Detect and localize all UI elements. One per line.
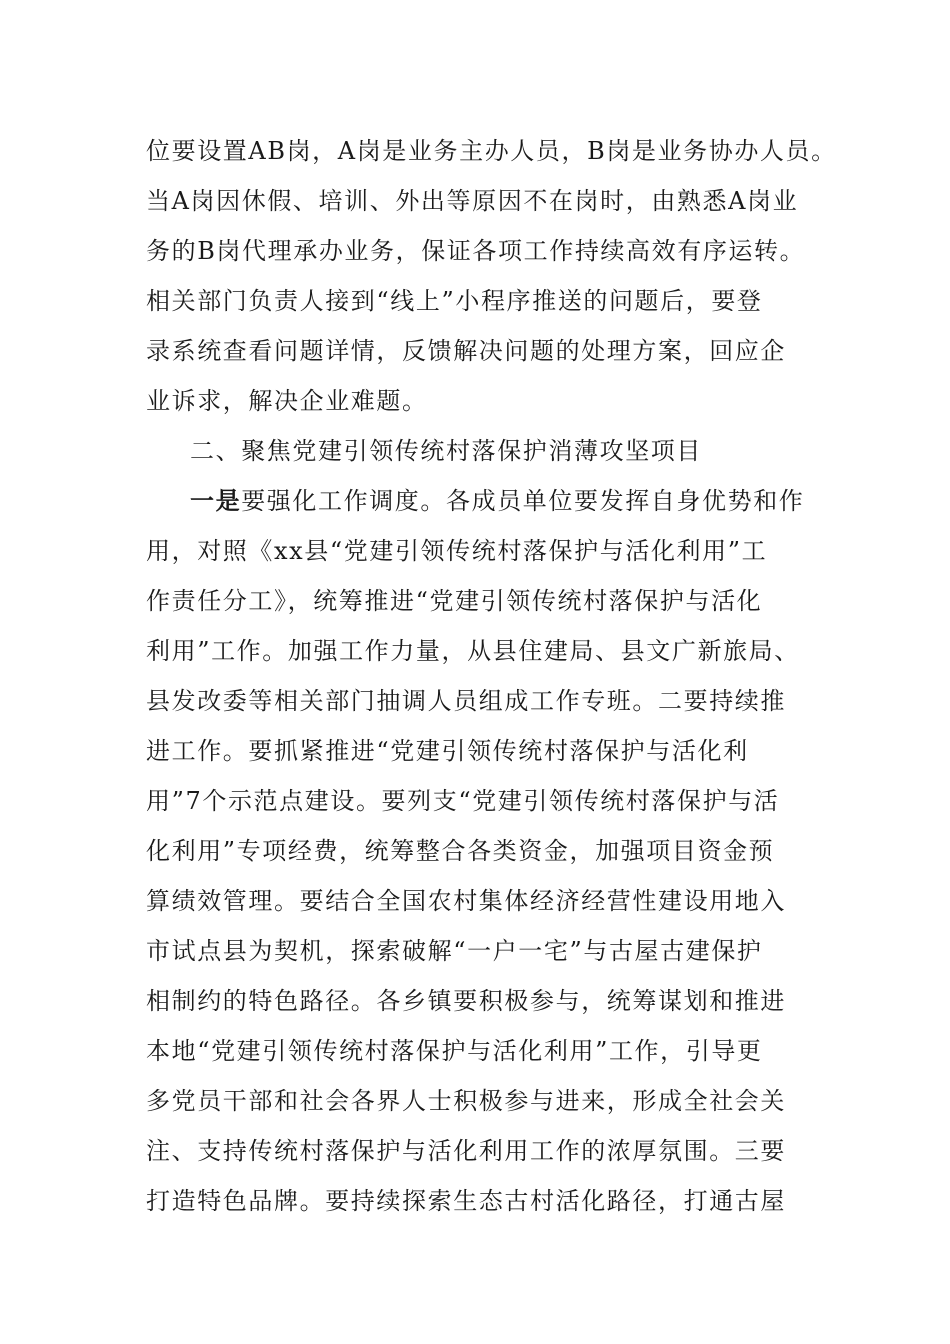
paragraph-line: 务的B岗代理承办业务，保证各项工作持续高效有序运转。	[146, 237, 806, 265]
paragraph-line: 用，对照《xx县“党建引领传统村落保护与活化利用”工	[146, 537, 768, 565]
paragraph-line: 本地“党建引领传统村落保护与活化利用”工作，引导更	[146, 1037, 763, 1065]
paragraph-line: 市试点县为契机，探索破解“一户一宅”与古屋古建保护	[146, 937, 763, 965]
paragraph-line: 县发改委等相关部门抽调人员组成工作专班。二要持续推	[146, 687, 786, 715]
paragraph-first-line-text: 要强化工作调度。各成员单位要发挥自身优势和作	[241, 487, 805, 515]
paragraph-line: 进工作。要抓紧推进“党建引领传统村落保护与活化利	[146, 737, 749, 765]
paragraph-line: 位要设置AB岗，A岗是业务主办人员，B岗是业务协办人员。	[146, 137, 837, 165]
paragraph-line: 作责任分工》，统筹推进“党建引领传统村落保护与活化	[146, 587, 763, 615]
paragraph-first-line	[190, 481, 804, 521]
section-heading: 二、聚焦党建引领传统村落保护消薄攻坚项目	[190, 437, 702, 465]
paragraph-line: 注、支持传统村落保护与活化利用工作的浓厚氛围。三要	[146, 1137, 786, 1165]
paragraph-line: 业诉求，解决企业难题。	[146, 387, 428, 415]
paragraph-line: 当A岗因休假、培训、外出等原因不在岗时，由熟悉A岗业	[146, 187, 799, 215]
paragraph-line: 用”7个示范点建设。要列支“党建引领传统村落保护与活	[146, 787, 780, 815]
paragraph-line: 算绩效管理。要结合全国农村集体经济经营性建设用地入	[146, 887, 786, 915]
paragraph-line: 录系统查看问题详情，反馈解决问题的处理方案，回应企	[146, 337, 786, 365]
paragraph-line: 打造特色品牌。要持续探索生态古村活化路径，打通古屋	[146, 1187, 786, 1215]
paragraph-line: 多党员干部和社会各界人士积极参与进来，形成全社会关	[146, 1087, 786, 1115]
paragraph-line: 相关部门负责人接到“线上”小程序推送的问题后，要登	[146, 287, 763, 315]
paragraph-lead-bold: 一是	[190, 486, 242, 515]
paragraph-line: 利用”工作。加强工作力量，从县住建局、县文广新旅局、	[146, 637, 800, 665]
paragraph-line: 相制约的特色路径。各乡镇要积极参与，统筹谋划和推进	[146, 987, 786, 1015]
paragraph-line: 化利用”专项经费，统筹整合各类资金，加强项目资金预	[146, 837, 775, 865]
